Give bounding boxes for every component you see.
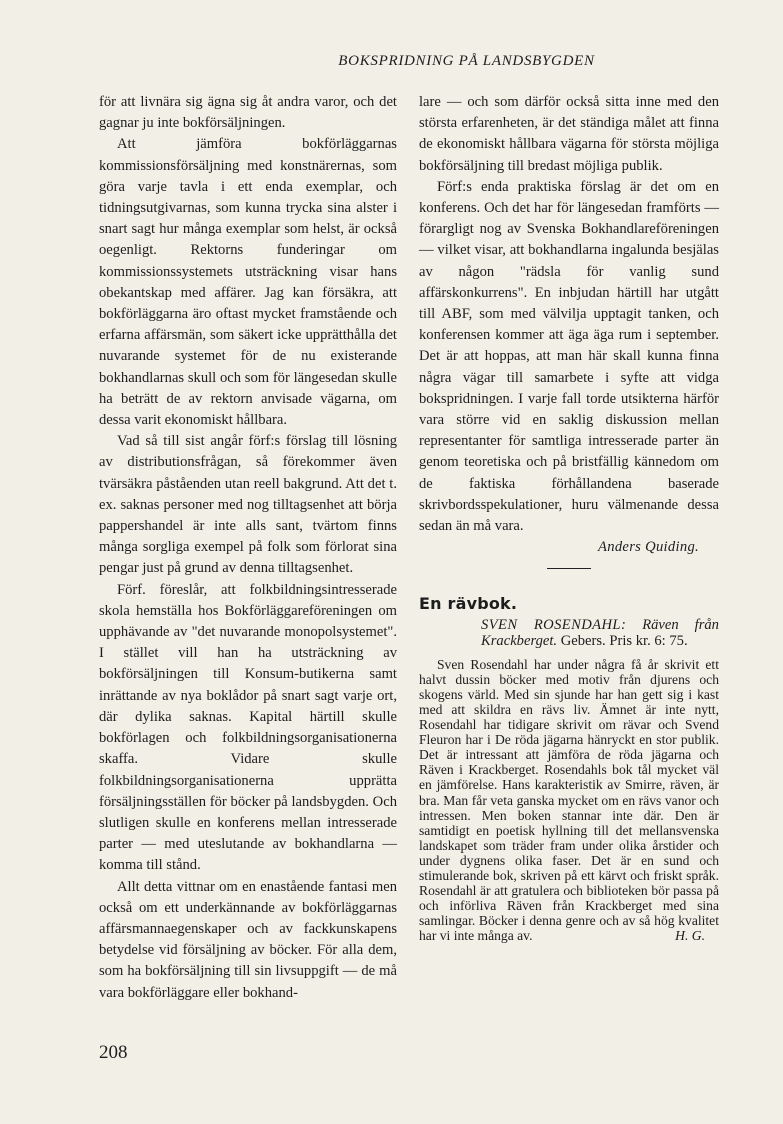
book-reference — [419, 617, 719, 649]
paragraph: för att livnära sig ägna sig åt andra varor, och det gagnar ju inte bokförsäljningen. — [99, 94, 397, 132]
review-body — [419, 657, 719, 944]
section-divider — [547, 568, 591, 569]
paragraph: lare — och som därför också sitta inne med den största erfarenheten, är det ständiga målet att finna de ekonomiskt hållbara vägarna för största möjliga bokförsäljning till bredast möjliga publik. — [419, 94, 719, 174]
paragraph: Allt detta vittnar om en enastående fantasi men också om ett underkännande av bokförläggarnas affärsmannaegenskaper och av fackkunskapens betydelse vid försäljning av böcker. För alla dem, som ha bokförsäljning till sin livsuppgift — de må vara bokförläggare eller bokhand- — [99, 878, 397, 1001]
review-text: Sven Rosendahl har under några få år skrivit ett halvt dussin böcker med motiv från djurens och skogens värld. Med sin sjunde har han gett sig i kast med att skildra en rävs liv. Ämnet är inte nytt, Rosendahl har tidigare skrivit om rävar och Svend Fleuron har i De röda jägarna hänryckt en stor publik. Det är intressant att jämföra de röda jägarna och Räven i Krackberget. Rosendahls bok tål mycket väl en jämförelse. Hans karakteristik av Smirre, räven, är bra. Man får veta ganska mycket om en rävs vanor och intressen. Men boken stannar inte där. Den är samtidigt en poetisk hyllning till det mellansvenska landskapet som träder fram under olika årstider och under dygnens olika faser. Det är en sund och stimulerande bok, skriven på ett kärvt och friskt språk. Rosendahl är att gratulera och biblioteken bör passa på och införliva Räven från Krackberget med sina samlingar. Böcker i denna genre och av så hög kvalitet har vi inte många av. — [419, 656, 719, 944]
right-column — [419, 92, 719, 943]
book-price: Pris kr. 6: 75. — [609, 632, 688, 649]
book-publisher: Gebers. — [560, 632, 606, 649]
paragraph: Förf. föreslår, att folkbildningsintresserade skola hemställa hos Bokförläggareföreningen om upphävande av "det nuvarande monopolsystemet". I stället vill han ha utsträckning av bokförsäljningen till Konsum-butikerna samt inrättande av nya boklådor på snart sagt varje ort, där dylika saknas. Kapital härtill skulle bokförlagen och folkbildningsorganisationerna skaffa. Vidare skulle folkbildningsorganisationerna upprätta försäljningsställen för böcker på landsbygden. Och slutligen skulle en konferens mellan intresserade parter — med uteslutande av bokhandlarna — komma till stånd. — [99, 581, 397, 874]
page-number: 208 — [99, 1042, 128, 1063]
running-head: BOKSPRIDNING PÅ LANDSBYGDEN — [338, 53, 595, 69]
paragraph: Att jämföra bokförläggarnas kommissionsförsäljning med konstnärernas, som göra varje tavla i ett enda exemplar, och tidningsutgivarnas, som kunna trycka sina alster i snart sagt hur många exemplar som helst, är också oegenligt. Rektorns funderingar om kommissionssystemets utsträckning visar hans obekantskap med affärer. Jag kan försäkra, att bokförläggarna äro oftast mycket framstående och erfarna affärsmän, som säkert icke upprätthålla det nuvarande systemet för de nu existerande bokhandlarnas skull och som för längesedan skulle ha beträtt de av rektorn anvisade vägarna, om dessa varit ekonomiskt hållbara. — [99, 136, 397, 429]
author-signature: Anders Quiding. — [598, 539, 699, 556]
left-column — [99, 92, 397, 1004]
paragraph: Vad så till sist angår förf:s förslag till lösning av distributionsfrågan, så förekommer även tvärsäkra påståenden utan reell bakgrund. Att det t. ex. saknas personer med nog tilltagsenhet att börja pappershandel är inte alls sant, tvärtom finns många sorgliga exempel på folk som förlorat sina pengar just på grund av denna tilltagsenhet. — [99, 433, 397, 577]
paragraph — [419, 657, 719, 944]
review-initials: H. G. — [675, 928, 705, 944]
paragraph: Förf:s enda praktiska förslag är det om en konferens. Och det har för längesedan framförts — förargligt nog av Svenska Bokhandlareföreningen — vilket visar, att bokhandlarna ingalunda besjälas av någon "rädsla för vanlig sund affärskonkurrens". En inbjudan härtill har utgått till ABF, som med välvilja upptagit tanken, och konferensen kommer att äga äga rum i september. Det är att hoppas, att man här skall kunna finna några vägar till samarbete i syfte att vidga bokspridningen. I varje fall torde utsikterna härför vara större vid en saklig diskussion mellan representanter för samtliga intresserade parter än genom teoretiska och på bristfällig kännedom om de faktiska förhållandena baserade skrivbordsspekulationer, huru välmenande dessa sedan än må vara. — [419, 178, 719, 535]
book-title: Räven från Krackberget. — [481, 616, 719, 649]
book-author: SVEN ROSENDAHL: — [481, 616, 627, 633]
review-heading: En rävbok. — [419, 594, 518, 614]
